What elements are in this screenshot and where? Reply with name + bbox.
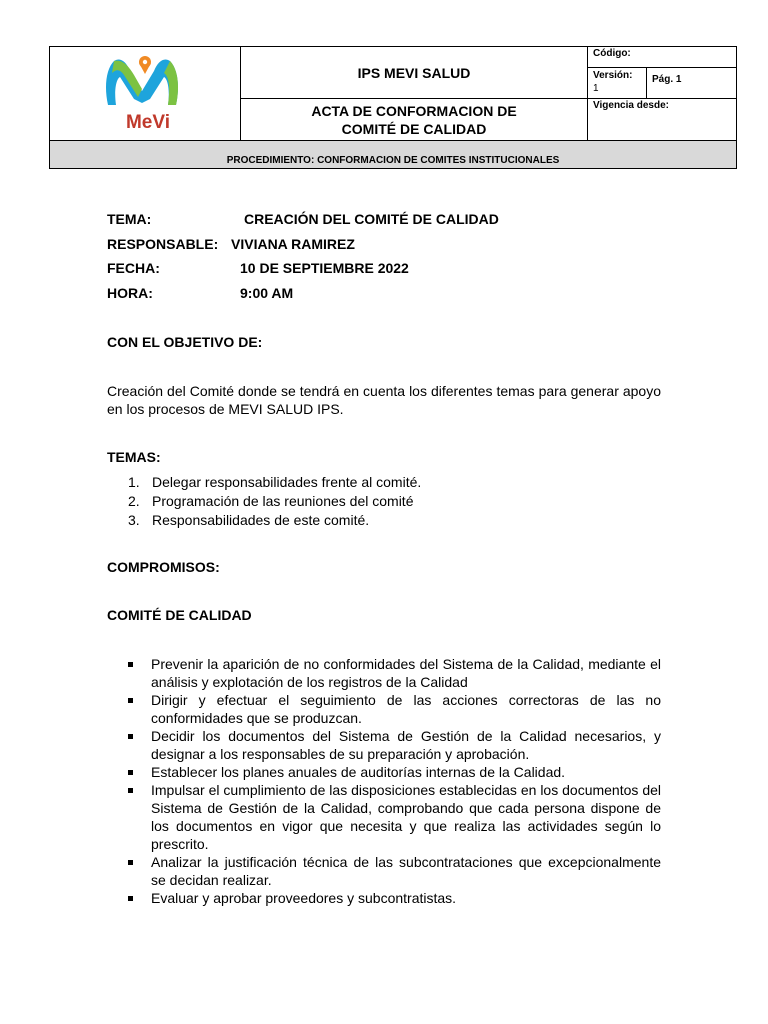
company-cell xyxy=(241,47,588,99)
logo-cell xyxy=(50,47,241,140)
header-table xyxy=(49,46,737,169)
list-item: 3. Responsabilidades de este comité. xyxy=(128,512,370,528)
tema-value: CREACIÓN DEL COMITÉ DE CALIDAD xyxy=(244,211,499,227)
objetivo-heading: CON EL OBJETIVO DE: xyxy=(107,334,263,350)
tema-label: TEMA: xyxy=(107,211,152,227)
list-item: Establecer los planes anuales de auditorías internas de la Calidad. xyxy=(126,763,661,781)
version-cell xyxy=(588,68,647,99)
comite-list xyxy=(126,655,661,907)
doc-title-cell xyxy=(241,99,588,140)
responsable-value: VIVIANA RAMIREZ xyxy=(231,236,355,252)
procedimiento-text: PROCEDIMIENTO: CONFORMACION DE COMITES INSTITUCIONALES xyxy=(226,155,560,166)
list-item: Prevenir la aparición de no conformidades del Sistema de la Calidad, mediante el análisis y explotación de los registros de la Calidad xyxy=(126,655,661,691)
doc-title-line1: ACTA DE CONFORMACION DE xyxy=(311,102,517,119)
bullet-icon xyxy=(128,860,133,865)
page-number-cell xyxy=(647,68,736,99)
vigencia-label: Vigencia desde: xyxy=(593,100,669,111)
temas-list xyxy=(126,473,421,530)
codigo-label: Código: xyxy=(593,48,631,59)
list-item: 1. Delegar responsabilidades frente al comité. xyxy=(128,474,422,490)
logo-text: MeVi xyxy=(125,112,171,133)
doc-title-line2: COMITÉ DE CALIDAD xyxy=(341,120,487,137)
list-item: Analizar la justificación técnica de las subcontrataciones que excepcionalmente se decidan realizar. xyxy=(126,853,661,889)
fecha-label: FECHA: xyxy=(107,260,160,276)
list-item: Evaluar y aprobar proveedores y subcontratistas. xyxy=(126,889,661,907)
page-number: Pág. 1 xyxy=(652,74,682,85)
company-name: IPS MEVI SALUD xyxy=(357,64,471,81)
comite-heading: COMITÉ DE CALIDAD xyxy=(107,607,252,623)
mevi-logo xyxy=(50,47,241,140)
list-item: Decidir los documentos del Sistema de Gestión de la Calidad necesarios, y designar a los responsables de su preparación y aprobación. xyxy=(126,727,661,763)
list-item: 2. Programación de las reuniones del comité xyxy=(128,493,414,509)
bullet-icon xyxy=(128,662,133,667)
bullet-icon xyxy=(128,698,133,703)
procedimiento-band xyxy=(50,140,736,168)
version-value: 1 xyxy=(593,83,599,94)
list-item: Dirigir y efectuar el seguimiento de las acciones correctoras de las no conformidades que se produzcan. xyxy=(126,691,661,727)
compromisos-heading: COMPROMISOS: xyxy=(107,559,220,575)
fecha-value: 10 DE SEPTIEMBRE 2022 xyxy=(240,260,409,276)
codigo-cell xyxy=(588,47,736,68)
objetivo-text: Creación del Comité donde se tendrá en cuenta los diferentes temas para generar apoyo en los procesos de MEVI SALUD IPS. xyxy=(107,383,661,417)
version-label: Versión: xyxy=(593,70,633,81)
vigencia-cell xyxy=(588,99,736,140)
bullet-icon xyxy=(128,896,133,901)
bullet-icon xyxy=(128,788,133,793)
hora-label: HORA: xyxy=(107,285,153,301)
bullet-icon xyxy=(128,734,133,739)
hora-value: 9:00 AM xyxy=(240,285,294,301)
responsable-label: RESPONSABLE: xyxy=(107,236,219,252)
bullet-icon xyxy=(128,770,133,775)
temas-heading: TEMAS: xyxy=(107,449,161,465)
list-item: Impulsar el cumplimiento de las disposiciones establecidas en los documentos del Sistema de Gestión de la Calidad, comprobando que cada persona dispone de los documentos en vigor que necesita y que realiza las actividades según lo prescrito. xyxy=(126,781,661,853)
